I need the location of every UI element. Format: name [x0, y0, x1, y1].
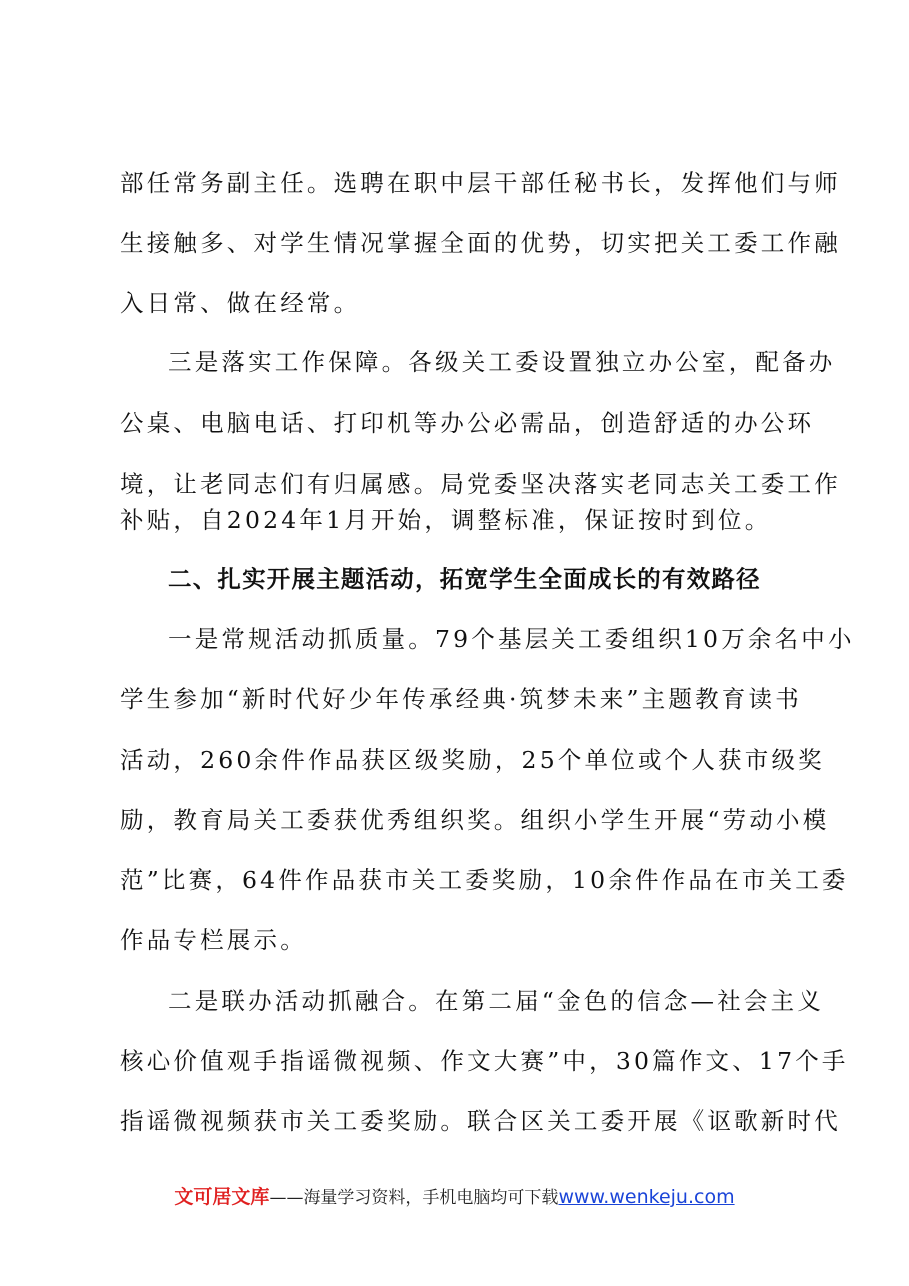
body-line: 活动，260余件作品获区级奖励，25个单位或个人获市级奖 [120, 746, 825, 774]
brand-name: 文可居文库 [174, 1186, 270, 1208]
body-line: 励，教育局关工委获优秀组织奖。组织小学生开展“劳动小模 [120, 806, 830, 834]
body-line: 学生参加“新时代好少年传承经典·筑梦未来”主题教育读书 [120, 685, 802, 713]
body-line: 范”比赛，64件作品获市关工委奖励，10余件作品在市关工委 [120, 866, 849, 894]
footer-banner [0, 1182, 909, 1213]
body-line: 核心价值观手指谣微视频、作文大赛”中，30篇作文、17个手 [120, 1047, 849, 1075]
body-line: 公桌、电脑电话、打印机等办公必需品，创造舒适的办公环 [120, 409, 815, 437]
body-line: 作品专栏展示。 [120, 926, 307, 954]
body-line: 入日常、做在经常。 [120, 289, 361, 317]
body-line: 生接触多、对学生情况掌握全面的优势，切实把关工委工作融 [120, 229, 841, 257]
body-line: 三是落实工作保障。各级关工委设置独立办公室，配备办 [168, 348, 836, 376]
body-line: 指谣微视频获市关工委奖励。联合区关工委开展《讴歌新时代 [120, 1107, 841, 1135]
section-heading: 二、扎实开展主题活动，拓宽学生全面成长的有效路径 [168, 565, 761, 593]
body-line: 补贴，自2024年1月开始，调整标准，保证按时到位。 [120, 506, 772, 534]
body-line: 一是常规活动抓质量。79个基层关工委组织10万余名中小 [168, 625, 855, 653]
body-line: 二是联办活动抓融合。在第二届“金色的信念—社会主义 [168, 987, 825, 1015]
footer-tagline: ——海量学习资料，手机电脑均可下载 [269, 1188, 559, 1208]
body-line: 境，让老同志们有归属感。局党委坚决落实老同志关工委工作 [120, 470, 841, 498]
body-line: 部任常务副主任。选聘在职中层干部任秘书长，发挥他们与师 [120, 169, 841, 197]
site-link[interactable]: www.wenkeju.com [558, 1186, 735, 1208]
